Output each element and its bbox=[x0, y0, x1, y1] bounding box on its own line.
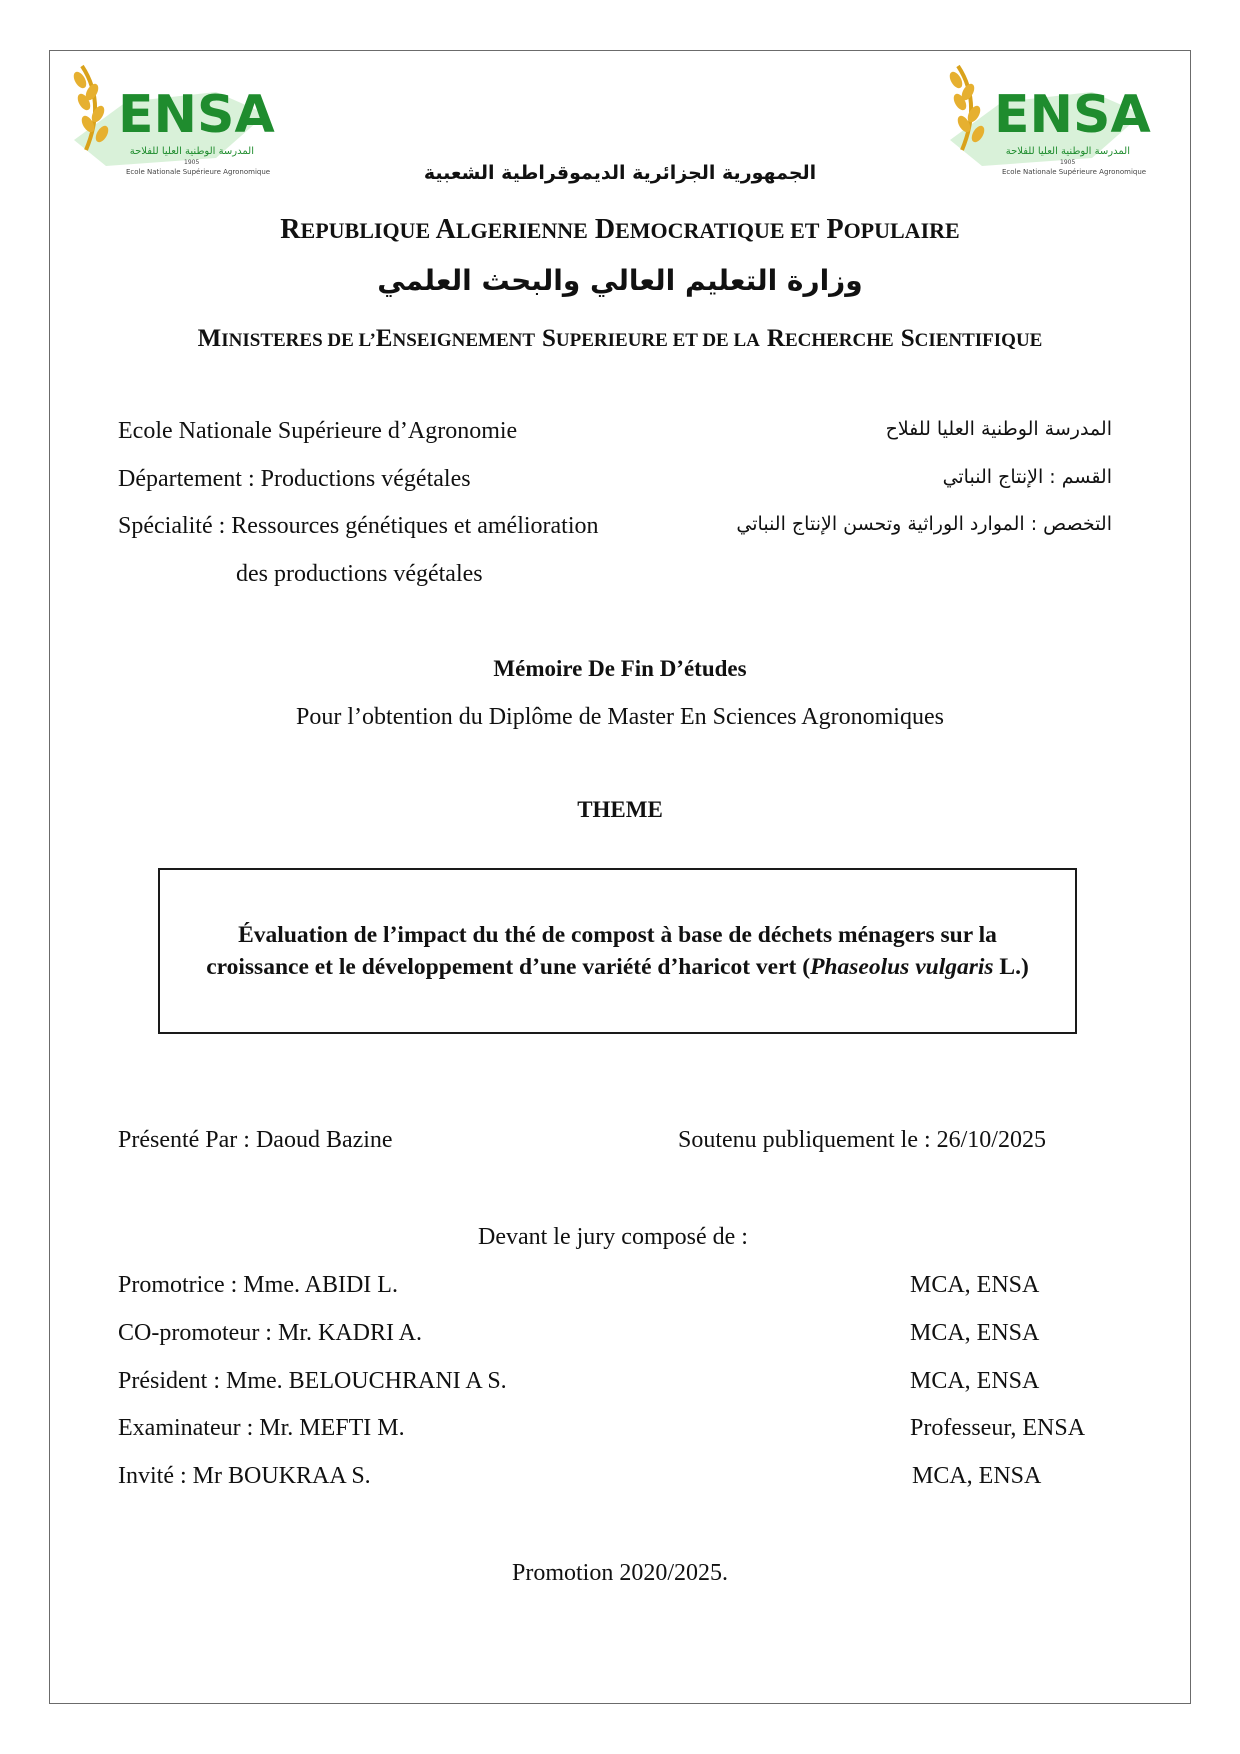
arabic-republic-title: الجمهورية الجزائرية الديموقراطية الشعبية bbox=[423, 162, 817, 184]
theme-line-2-start: croissance et le développement d’une variété d’haricot vert ( bbox=[206, 954, 811, 980]
speciality-fr: Spécialité : Ressources génétiques et amélioration bbox=[118, 513, 599, 539]
jury-member-affiliation: MCA, ENSA bbox=[910, 1320, 1040, 1346]
speciality-fr-continued: des productions végétales bbox=[236, 561, 483, 587]
title-capital: E bbox=[375, 325, 393, 352]
title-smallcaps: CIENTIFIQUE bbox=[914, 330, 1043, 351]
presented-by: Présenté Par : Daoud Bazine bbox=[118, 1127, 393, 1153]
department-ar: القسم : الإنتاج النباتي bbox=[942, 466, 1112, 488]
promotion: Promotion 2020/2025. bbox=[511, 1560, 728, 1586]
title-smallcaps: INISTERES DE L’ bbox=[221, 330, 376, 351]
svg-text:ENSA: ENSA bbox=[994, 85, 1151, 145]
title-capital: P bbox=[826, 214, 844, 245]
title-capital: R bbox=[766, 325, 785, 352]
title-smallcaps: ECHERCHE bbox=[784, 330, 894, 351]
theme-title bbox=[206, 919, 1029, 983]
theme-label: THEME bbox=[577, 797, 663, 822]
theme-box bbox=[158, 868, 1077, 1034]
svg-text:1905: 1905 bbox=[184, 159, 200, 166]
svg-text:المدرسة الوطنية العليا للفلاحة: المدرسة الوطنية العليا للفلاحة bbox=[129, 146, 254, 157]
theme-line-2-end: L.) bbox=[993, 954, 1029, 980]
theme-line-1: Évaluation de l’impact du thé de compost à base de déchets ménagers sur la bbox=[238, 922, 997, 948]
title-capital: S bbox=[900, 325, 915, 352]
jury-member-role: Examinateur : Mr. MEFTI M. bbox=[118, 1415, 405, 1441]
svg-text:المدرسة الوطنية العليا للفلاحة: المدرسة الوطنية العليا للفلاحة bbox=[1005, 146, 1130, 157]
title-capital: D bbox=[594, 214, 616, 245]
svg-text:Ecole Nationale Supérieure Agr: Ecole Nationale Supérieure Agronomique bbox=[1002, 168, 1147, 176]
jury-member-affiliation: Professeur, ENSA bbox=[910, 1415, 1086, 1441]
school-name-fr: Ecole Nationale Supérieure d’Agronomie bbox=[118, 418, 518, 444]
svg-text:ENSA: ENSA bbox=[118, 85, 275, 145]
title-smallcaps: EMOCRATIQUE ET bbox=[615, 218, 820, 243]
title-capital: R bbox=[280, 214, 301, 245]
jury-member-role: Président : Mme. BELOUCHRANI A S. bbox=[118, 1368, 507, 1394]
memoire-title: Mémoire De Fin D’études bbox=[493, 656, 747, 681]
defense-date: Soutenu publiquement le : 26/10/2025 bbox=[678, 1127, 1046, 1153]
title-smallcaps: EPUBLIQUE bbox=[300, 218, 431, 243]
title-smallcaps: LGERIENNE bbox=[455, 218, 588, 243]
memoire-subtitle: Pour l’obtention du Diplôme de Master En Sciences Agronomiques bbox=[296, 704, 944, 730]
svg-text:1905: 1905 bbox=[1060, 159, 1076, 166]
title-capital: M bbox=[197, 325, 222, 352]
title-smallcaps: OPULAIRE bbox=[843, 218, 960, 243]
jury-member-affiliation: MCA, ENSA bbox=[910, 1368, 1040, 1394]
jury-heading: Devant le jury composé de : bbox=[478, 1224, 748, 1250]
school-name-ar: المدرسة الوطنية العليا للفلاح bbox=[885, 418, 1112, 440]
arabic-ministry-title: وزارة التعليم العالي والبحث العلمي bbox=[377, 264, 863, 297]
ministry-title bbox=[0, 322, 1240, 354]
speciality-ar: التخصص : الموارد الوراثية وتحسن الإنتاج النباتي bbox=[736, 513, 1112, 535]
jury-member-role: CO-promoteur : Mr. KADRI A. bbox=[118, 1320, 422, 1346]
svg-text:Ecole Nationale Supérieure Agr: Ecole Nationale Supérieure Agronomique bbox=[126, 168, 271, 176]
jury-member-role: Promotrice : Mme. ABIDI L. bbox=[118, 1272, 398, 1298]
species-name: Phaseolus vulgaris bbox=[810, 954, 994, 980]
department-fr: Département : Productions végétales bbox=[118, 466, 471, 492]
jury-member-affiliation: MCA, ENSA bbox=[912, 1463, 1042, 1489]
title-capital: A bbox=[435, 214, 456, 245]
jury-member-affiliation: MCA, ENSA bbox=[910, 1272, 1040, 1298]
title-smallcaps: NSEIGNEMENT bbox=[392, 330, 536, 351]
jury-member-role: Invité : Mr BOUKRAA S. bbox=[118, 1463, 371, 1489]
republic-title bbox=[0, 214, 1240, 246]
title-capital: S bbox=[542, 325, 556, 352]
title-smallcaps: UPERIEURE ET DE LA bbox=[555, 330, 760, 351]
